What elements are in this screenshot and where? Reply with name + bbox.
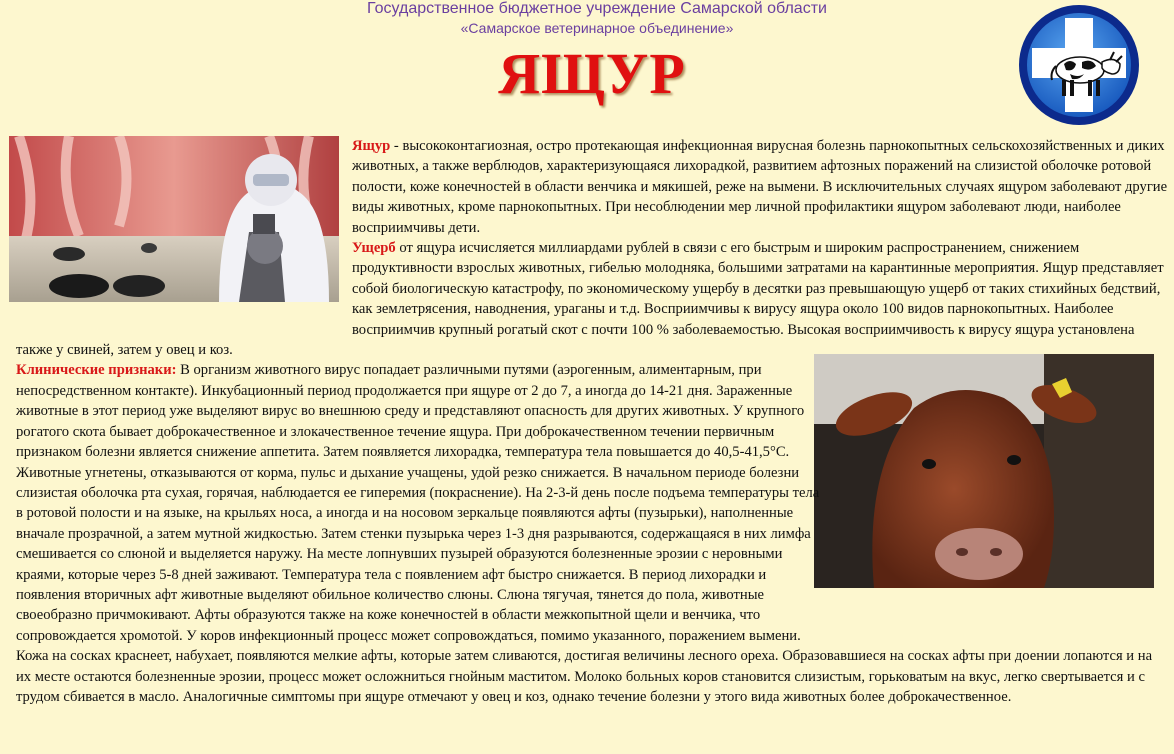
page-title: ЯЩУР [498,41,686,106]
org-name-line2: «Самарское ветеринарное объединение» [460,20,734,36]
term-clinical-signs: Клинические признаки: [16,362,177,379]
org-name-line1: Государственное бюджетное учреждение Самарской области [367,0,827,17]
damage-text: от ящура исчисляется миллиардами рублей в связи с его быстрым и широким распространением, снижением продуктивности взрослых животных, гибелью молодняка, большими затратами на карантинные мероприятия. Ящур представляет собой биологическую катастрофу, по экономическому ущербу в десятки раз превышающую ущерб от таких стихийных бедствий, как землетрясения, наводнения, ураганы и т.д. Восприимчивы к вирусу ящура около 100 видов парнокопытных. Наиболее восприимчив крупный рогатый скот с почти 100 % заболеваемостью. Высокая восприимчивость к вирусу ящура установлена также у свиней, затем у овец и коз. [16,240,1164,359]
vet-cross-cow-logo [1018,4,1140,126]
term-damage: Ущерб [352,240,396,257]
term-yashchur: Ящур [352,138,391,154]
article-body [16,136,1170,707]
definition-text: - высококонтагиозная, остро протекающая инфекционная вирусная болезнь парнокопытных сельскохозяйственных и диких животных, а также верблюдов, характеризующаяся лихорадкой, развитием афтозных поражений на слизистой оболочке ротовой полости, коже конечностей в области венчика и мякишей, реже на вымени. В исключительных случаях ящуром заболевают другие виды животных, кроме парнокопытных. При несоблюдении мер личной профилактики ящуром заболевают люди, наиболее восприимчивы дети. [352,138,1168,236]
clinical-signs-text: В организм животного вирус попадает различными путями (аэрогенным, алиментарным, при непосредственном контакте). Инкубационный период продолжается при ящуре от 2 до 7, а иногда до 14-21 дня. Зараженные животные в этот период уже выделяют вирус во внешнюю среду и представляют опасность для других животных. У крупного рогатого скота бывает доброкачественное и злокачественное течение ящура. При доброкачественном течении первичным признаком болезни является снижение аппетита. Затем появляется лихорадка, температура тела повышается до 40,5-41,5°С. Животные угнетены, отказываются от корма, пульс и дыхание учащены, удой резко снижается. В начальном периоде болезни слизистая оболочка рта сухая, горячая, наблюдается ее гиперемия (покраснение). На 2-3-й день после подъема температуры тела в ротовой полости и на языке, на крыльях носа, а иногда и на носовом зеркальце появляются афты (пузырьки), наполненные вначале прозрачной, а затем мутной жидкостью. Затем стенки пузырька через 1-3 дня разрываются, содержащаяся в них лимфа смешивается со слюной и выделяется наружу. На месте лопнувших пузырей образуются болезненные эрозии с неровными краями, которые через 5-8 дней заживают. Температура тела с появлением афт быстро снижается. В период лихорадки и появления вторичных афт животные выделяют обильное количество слюны. Слюна тягучая, тянется до пола, животные своеобразно причмокивают. Афты образуются также на коже конечностей в области межкопытной щели и венчика, что сопровождается хромотой. У коров инфекционный процесс может сопровождаться, помимо указанного, поражением вымени. Кожа на сосках краснеет, набухает, появляются мелкие афты, которые затем сливаются, достигая величины лесного ореха. Образовавшиеся на сосках афты при доении лопаются и на их месте остаются болезненные эрозии, процесс может осложниться гнойным маститом. Молоко больных коров становится слизистым, горьковатым на вкус, легко свертывается и с трудом сбивается в масло. Аналогичные симптомы при ящуре отмечают у овец и коз, однако течение болезни у этого вида животных более доброкачественное. [16,362,1153,705]
